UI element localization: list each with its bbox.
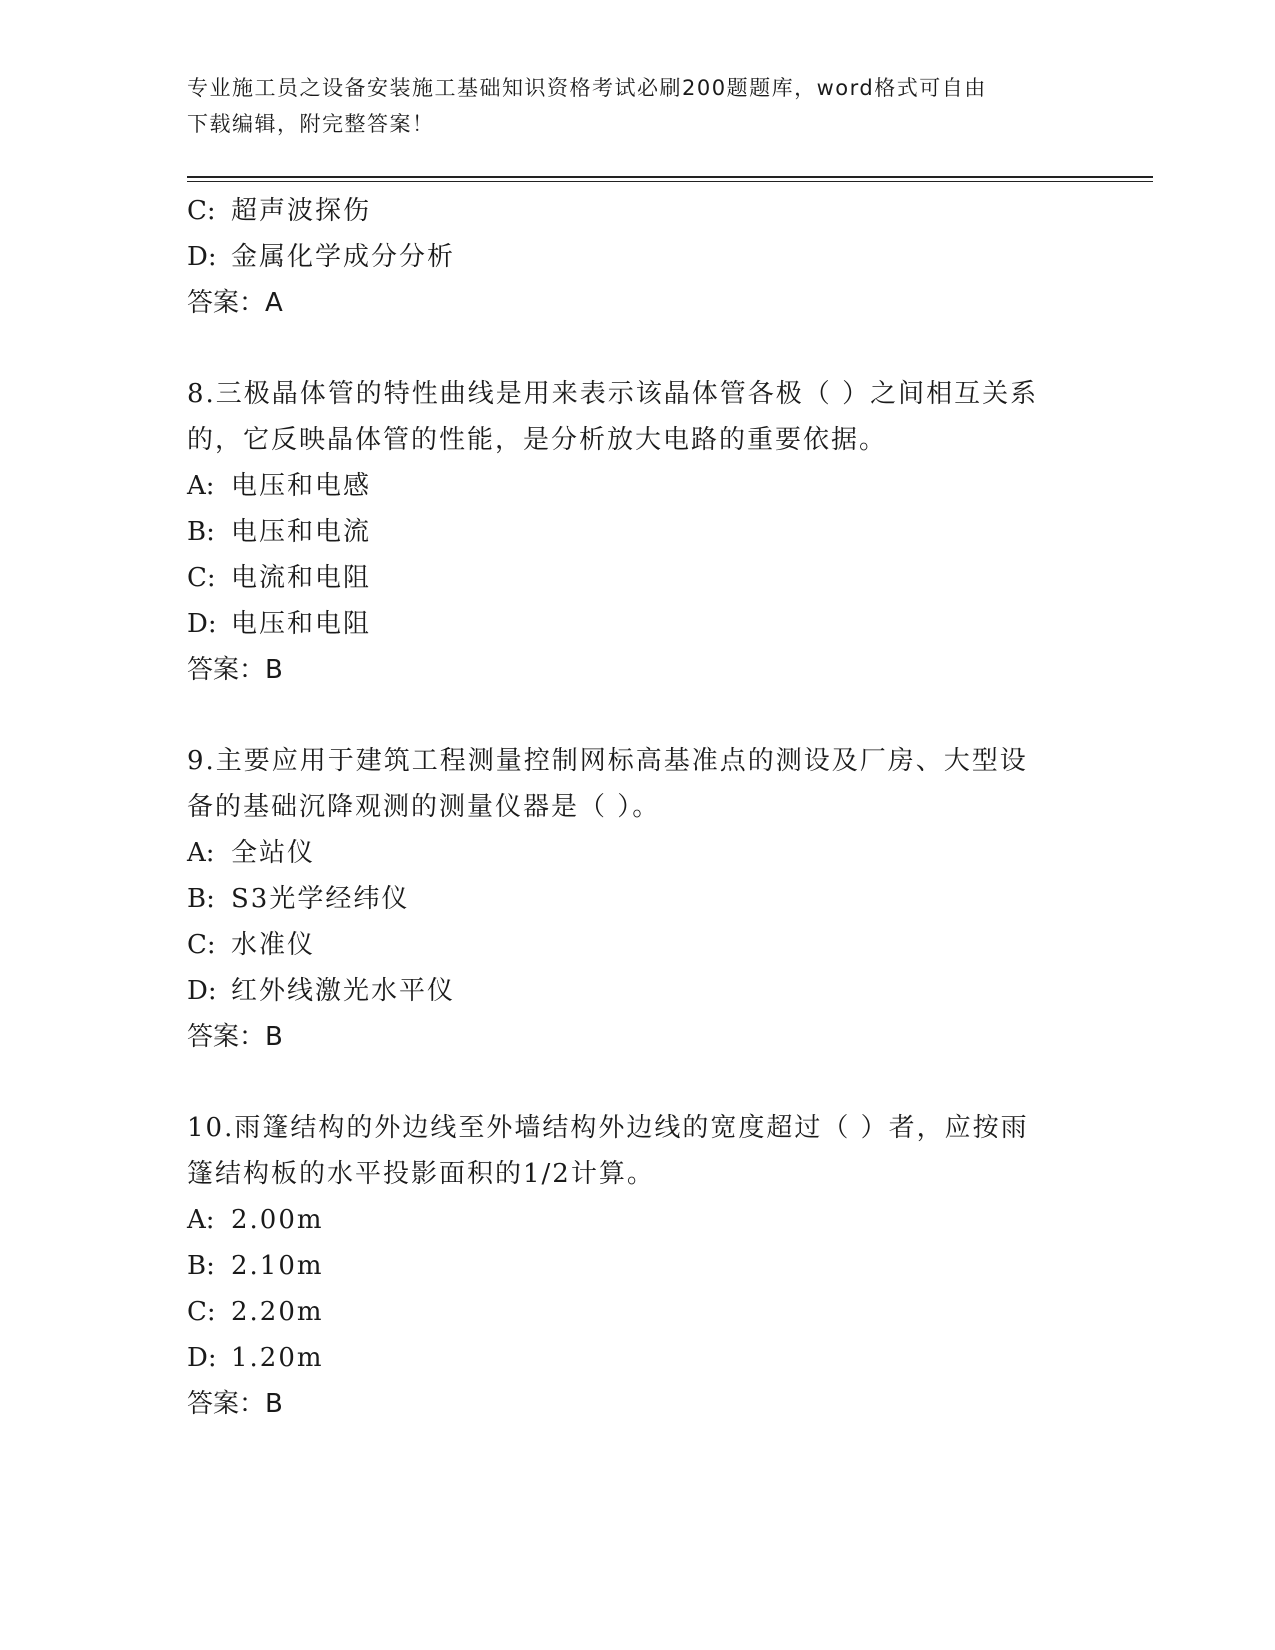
option-a: [187, 463, 1087, 509]
option-a: [187, 1197, 1087, 1243]
answer: 答案：B: [187, 1022, 283, 1052]
option-text: 2.10m: [231, 1251, 324, 1281]
option-d: [187, 1335, 1087, 1381]
option-text: 电流和电阻: [231, 563, 372, 593]
option-b: [187, 1243, 1087, 1289]
header-line-1: 专业施工员之设备安装施工基础知识资格考试必刷200题题库，word格式可自由: [187, 76, 987, 100]
option-c: [187, 1289, 1087, 1335]
answer: 答案：B: [187, 1389, 283, 1419]
option-text: 电压和电感: [231, 471, 372, 501]
question-7: [187, 188, 1087, 326]
option-text: 红外线激光水平仪: [231, 976, 456, 1006]
option-label: C:: [187, 196, 216, 226]
option-text: 超声波探伤: [231, 196, 372, 226]
option-c: [187, 555, 1087, 601]
option-text: S3光学经纬仪: [231, 884, 410, 914]
option-label: A:: [187, 471, 215, 501]
option-d: [187, 234, 1087, 280]
option-label: A:: [187, 838, 215, 868]
option-text: 1.20m: [231, 1343, 324, 1373]
question-line-2: 备的基础沉降观测的测量仪器是（ ）。: [187, 792, 661, 822]
question-line-1: 10.雨篷结构的外边线至外墙结构外边线的宽度超过（ ）者，应按雨: [187, 1113, 1029, 1143]
option-label: D:: [187, 976, 217, 1006]
question-text: [187, 371, 1067, 463]
question-line-2: 的，它反映晶体管的性能，是分析放大电路的重要依据。: [187, 425, 888, 455]
option-text: 全站仪: [231, 838, 316, 868]
option-a: [187, 830, 1087, 876]
option-label: C:: [187, 563, 216, 593]
option-text: 电压和电流: [231, 517, 372, 547]
option-c: [187, 188, 1087, 234]
option-d: [187, 601, 1087, 647]
document-header: [187, 70, 1067, 142]
option-b: [187, 509, 1087, 555]
header-divider-thick: [187, 176, 1153, 178]
option-text: 水准仪: [231, 930, 316, 960]
option-c: [187, 922, 1087, 968]
option-label: C:: [187, 930, 216, 960]
question-list: [187, 188, 1087, 1427]
option-label: C:: [187, 1297, 216, 1327]
option-label: D:: [187, 609, 217, 639]
question-10: [187, 1105, 1087, 1427]
question-text: [187, 1105, 1067, 1197]
question-line-1: 8.三极晶体管的特性曲线是用来表示该晶体管各极（ ）之间相互关系: [187, 379, 1039, 409]
option-b: [187, 876, 1087, 922]
question-8: [187, 371, 1087, 693]
option-d: [187, 968, 1087, 1014]
option-text: 2.00m: [231, 1205, 324, 1235]
option-label: B:: [187, 884, 215, 914]
option-label: D:: [187, 242, 217, 272]
question-line-2: 篷结构板的水平投影面积的1/2计算。: [187, 1159, 655, 1189]
answer: 答案：B: [187, 655, 283, 685]
question-text: [187, 738, 1067, 830]
option-text: 2.20m: [231, 1297, 324, 1327]
question-line-1: 9.主要应用于建筑工程测量控制网标高基准点的测设及厂房、大型设: [187, 746, 1028, 776]
header-line-2: 下载编辑，附完整答案！: [187, 112, 435, 136]
option-text: 电压和电阻: [231, 609, 372, 639]
option-label: B:: [187, 1251, 215, 1281]
option-label: B:: [187, 517, 215, 547]
question-9: [187, 738, 1087, 1060]
answer: 答案：A: [187, 288, 283, 318]
header-divider-thin: [187, 181, 1153, 182]
option-text: 金属化学成分分析: [231, 242, 456, 272]
option-label: D:: [187, 1343, 217, 1373]
option-label: A:: [187, 1205, 215, 1235]
